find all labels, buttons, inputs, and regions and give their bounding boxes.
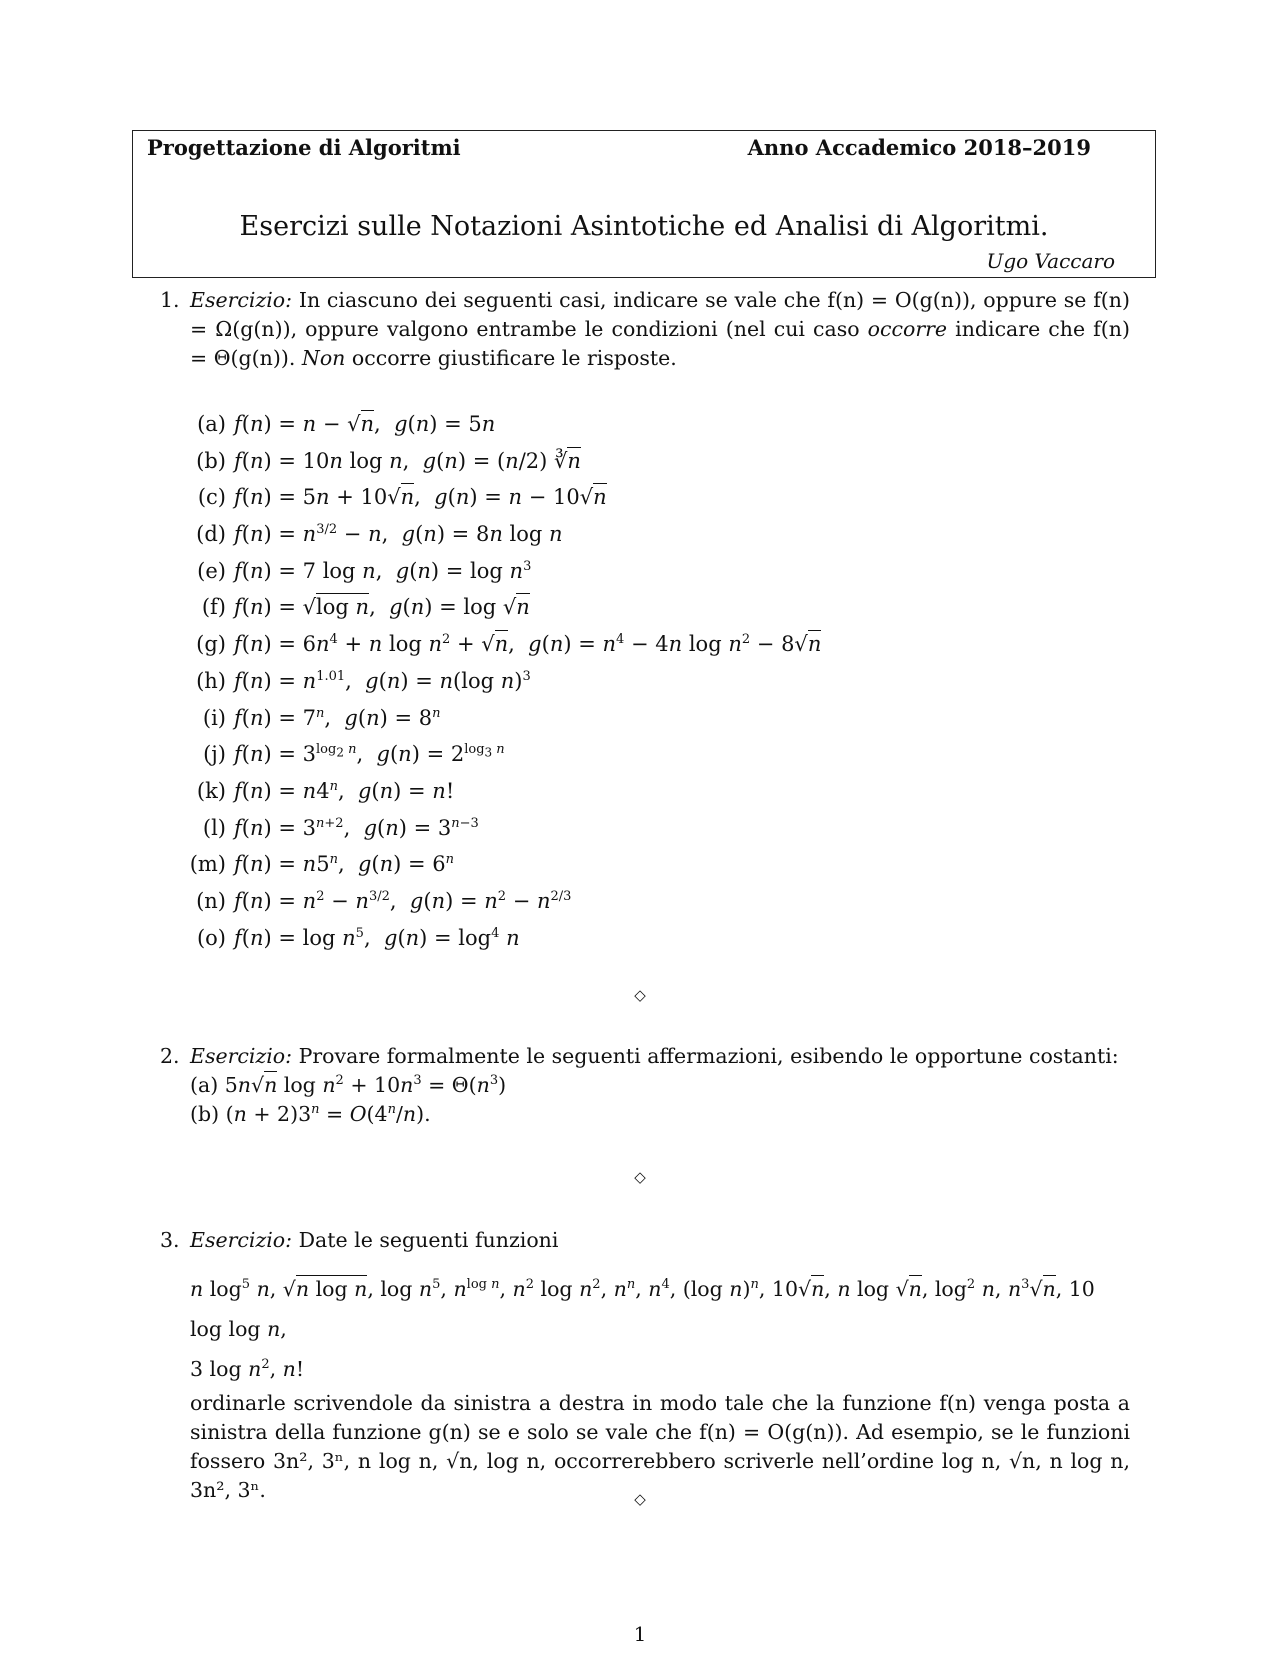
exercise-1-cases [186,406,821,956]
exercise-1 [160,286,1130,373]
list-item: (k) $f(n) = n4^n$, g(n) = n! [196,778,455,803]
exercise-2 [160,1042,1130,1129]
list-item: (c) f(n) = 5n + 10√n, g(n) = n − 10√n [197,485,607,510]
document-title: Esercizi sulle Notazioni Asintotiche ed Analisi di Algoritmi. [239,211,1049,242]
list-item: (n) $f(n) = n^2 - n^{3/2}$, $g(n) = n^2 - n^{2/3}$ [196,888,572,913]
list-item: (b) f(n) = 10n log n, g(n) = (n/2) ∛n [196,448,581,473]
exercise-3: 3. Esercizio: Date le seguenti funzioni n $\log^5 n$, √n log n, $\log n^5$, $n^{log n}$, $n^2$ $\log n^2$, $n^n$, $n^4$, (log n)$^n$, 10√n, n log √n, $\log^2 n$, $n^3√n$, 10 log log n, 3 $\log n^2$, n! ordinarle scrivendole da sinistra a destra in modo tale che la funzione f(n) venga posta a sinistra della funzione g(n) se e solo se vale che f(n) = O(g(n)). Ad esempio, se le funzioni fossero 3n², 3ⁿ, n log n, √n, log n, occorrerebbero scriverle nell’ordine log n, √n, n log n, 3n², 3ⁿ. [160,1226,1130,1505]
exercise-2-text: Esercizio: Provare formalmente le seguenti affermazioni, esibendo le opportune costanti: (a) 5n√n $\log n^2 + 10n^3 = \Theta(n^3)$ (b) $(n + 2)3^n = O(4^n/n)$. [190,1042,1130,1129]
list-item: (f) f(n) = √log n, g(n) = log √n [201,595,530,620]
list-item: (e) f(n) = 7 log n, $g(n) = \log n^3$ [197,558,532,583]
list-item: (m) $f(n) = n5^n$, $g(n) = 6^n$ [189,852,455,877]
exercise-number: 1. [160,288,180,312]
list-item: (d) $f(n) = n^{3/2} - n$, g(n) = 8n log n [196,522,563,547]
exercise-3-instructions: ordinarle scrivendole da sinistra a destra in modo tale che la funzione f(n) venga posta a sinistra della funzione g(n) se e solo se vale che f(n) = O(g(n)). Ad esempio, se le funzioni fossero 3n², 3ⁿ, n log n, √n, log n, occorrerebbero scriverle nell’ordine log n, √n, n log n, 3n², 3ⁿ. [190,1391,1130,1502]
separator-diamond: ◇ [634,1168,646,1186]
exercise-number: 2. [160,1044,180,1068]
list-item: (a) f(n) = n − √n, g(n) = 5n [197,412,496,436]
exercise-1-text: Esercizio: In ciascuno dei seguenti casi, indicare se vale che f(n) = O(g(n)), oppure se f(n) = Ω(g(n)), oppure valgono entrambe le condizioni (nel cui caso occorre indicare che f(n) = Θ(g(n)). Non occorre giustificare le risposte. [190,288,1130,370]
list-item: (a) 5n√n $\log n^2 + 10n^3 = \Theta(n^3)$ [190,1073,507,1097]
page-number: 1 [633,1622,647,1646]
course-name: Progettazione di Algoritmi [147,135,461,160]
separator-diamond: ◇ [634,986,646,1004]
function-list: n $\log^5 n$, √n log n, $\log n^5$, $n^{log n}$, $n^2$ $\log n^2$, $n^n$, $n^4$, (log n)$^n$, 10√n, n log √n, $\log^2 n$, $n^3√n$, 10 log log n, 3 $\log n^2$, n! [190,1277,1095,1381]
separator-diamond: ◇ [634,1490,646,1508]
list-item: (g) $f(n) = 6n^4 + n$ $\log n^2 + √n$, $g(n) = n^4 - 4n$ $\log n^2 - 8√n$ [196,632,822,657]
academic-year: Anno Accademico 2018–2019 [747,135,1091,160]
list-item: (j) $f(n) = 3^{log_2 n}$, $g(n) = 2^{log_3 n}$ [203,742,505,767]
header-box [132,130,1156,278]
list-item: (b) $(n + 2)3^n = O(4^n/n)$. [190,1102,431,1126]
list-item: (o) $f(n) = \log n^5$, $g(n) = \log^4 n$ [196,925,520,950]
exercise-number: 3. [160,1228,180,1252]
list-item: (h) $f(n) = n^{1.01}$, g(n) = n(log n)$^3$ [196,668,531,693]
list-item: (l) $f(n) = 3^{n+2}$, $g(n) = 3^{n-3}$ [202,815,479,840]
author: Ugo Vaccaro [986,249,1115,273]
list-item: (i) $f(n) = 7^n$, $g(n) = 8^n$ [202,705,441,730]
